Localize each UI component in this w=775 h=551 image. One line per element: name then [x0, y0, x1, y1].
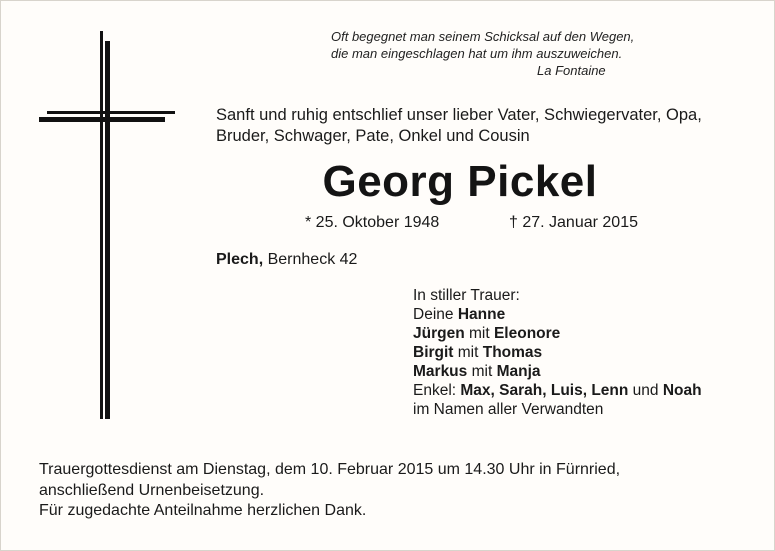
list-item: Jürgen mit Eleonore — [413, 325, 561, 342]
quote-author: La Fontaine — [537, 63, 606, 78]
deceased-name — [1, 157, 775, 207]
quote-line-1: Oft begegnet man seinem Schicksal auf den Wegen, — [331, 29, 635, 44]
list-item: Deine Hanne — [413, 306, 506, 323]
list-item: Birgit mit Thomas — [413, 344, 543, 361]
birth-date: * 25. Oktober 1948 — [305, 214, 440, 231]
mourners-list — [413, 286, 763, 419]
mourners-closing: im Namen aller Verwandten — [413, 401, 604, 418]
residence — [216, 251, 357, 269]
deceased-name-text: Georg Pickel — [322, 157, 598, 206]
residence-street: Bernheck 42 — [267, 251, 358, 268]
mourners-heading: In stiller Trauer: — [413, 287, 520, 304]
list-item: Markus mit Manja — [413, 363, 541, 380]
intro-line-2: Bruder, Schwager, Pate, Onkel und Cousin — [216, 127, 530, 145]
residence-city: Plech, — [216, 251, 264, 268]
service-line-1: Trauergottesdienst am Dienstag, dem 10. Februar 2015 um 14.30 Uhr in Fürnried, — [39, 461, 621, 478]
intro-line-1: Sanft und ruhig entschlief unser lieber Vater, Schwiegervater, Opa, — [216, 106, 702, 124]
intro-text — [216, 105, 756, 147]
service-info — [39, 459, 739, 501]
epigraph-quote — [331, 28, 731, 79]
quote-line-2: die man eingeschlagen hat um ihm auszuweichen. — [331, 46, 623, 61]
grandchildren-row: Enkel: Max, Sarah, Luis, Lenn und Noah — [413, 382, 702, 399]
death-date: † 27. Januar 2015 — [509, 214, 638, 231]
cross-icon — [39, 31, 179, 419]
service-line-2: anschließend Urnenbeisetzung. — [39, 482, 265, 499]
thanks-text: Für zugedachte Anteilnahme herzlichen Dank. — [39, 502, 367, 519]
